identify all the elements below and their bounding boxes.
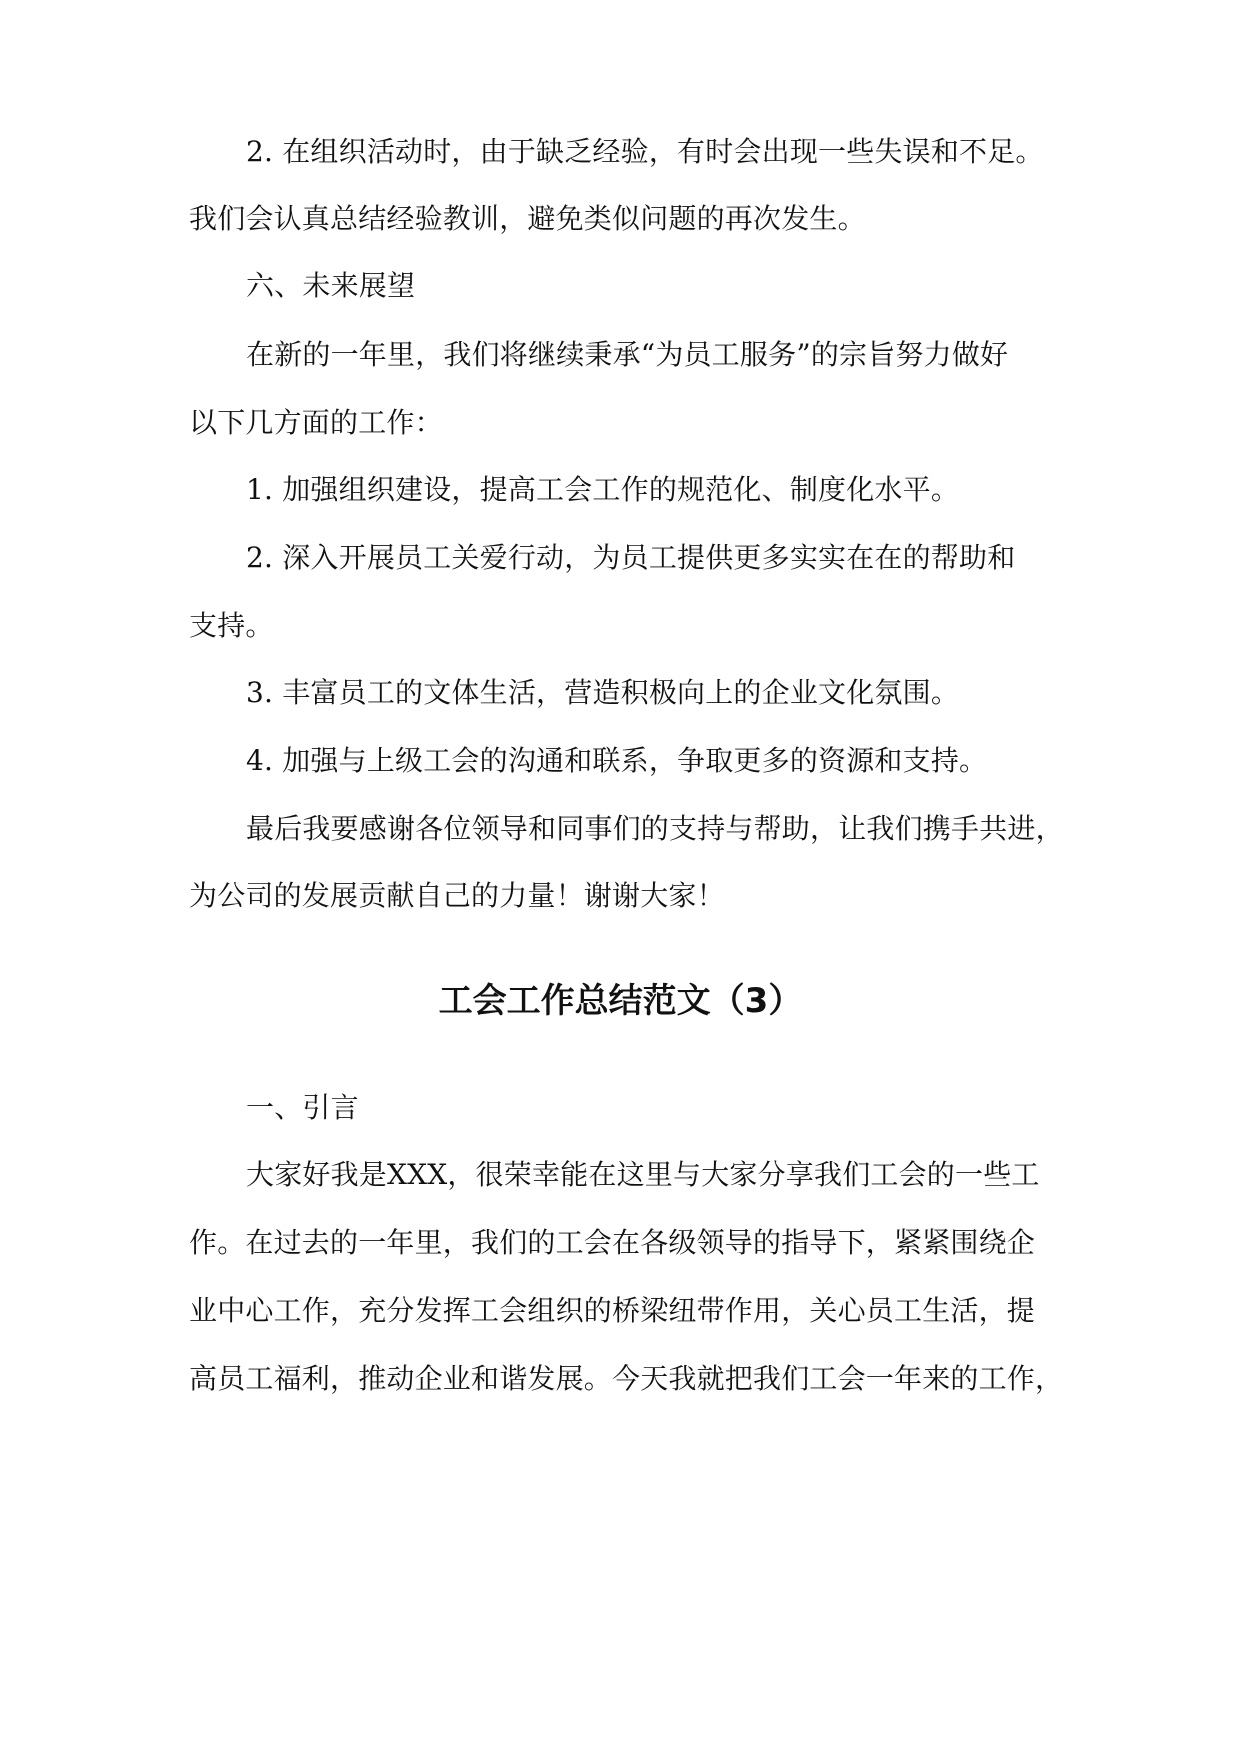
future-list-item-4: 4. 加强与上级工会的沟通和联系，争取更多的资源和支持。: [246, 744, 988, 777]
section-heading-future: 六、未来展望: [246, 269, 416, 302]
intro-paragraph-line-2: 作。在过去的一年里，我们的工会在各级领导的指导下，紧紧围绕企: [189, 1226, 1036, 1259]
future-list-item-3: 3. 丰富员工的文体生活，营造积极向上的企业文化氛围。: [246, 676, 960, 709]
future-intro-line-1: 在新的一年里，我们将继续秉承“为员工服务”的宗旨努力做好: [246, 338, 1009, 371]
section-heading-intro: 一、引言: [246, 1091, 359, 1124]
list-item-2-line-1: 2. 在组织活动时，由于缺乏经验，有时会出现一些失误和不足。: [246, 135, 1044, 168]
future-list-item-1: 1. 加强组织建设，提高工会工作的规范化、制度化水平。: [246, 473, 960, 506]
intro-paragraph-line-4: 高员工福利，推动企业和谐发展。今天我就把我们工会一年来的工作，: [189, 1362, 1064, 1395]
document-title: 工会工作总结范文（3）: [438, 981, 803, 1021]
intro-paragraph-line-1: 大家好我是XXX，很荣幸能在这里与大家分享我们工会的一些工: [246, 1158, 1040, 1191]
intro-paragraph-line-3: 业中心工作，充分发挥工会组织的桥梁纽带作用，关心员工生活，提: [189, 1294, 1036, 1327]
closing-line-1: 最后我要感谢各位领导和同事们的支持与帮助，让我们携手共进，: [246, 812, 1064, 845]
future-list-item-2-line-2: 支持。: [189, 609, 274, 642]
future-intro-line-2: 以下几方面的工作：: [189, 406, 443, 439]
closing-line-2: 为公司的发展贡献自己的力量！谢谢大家！: [189, 879, 725, 912]
future-list-item-2-line-1: 2. 深入开展员工关爱行动，为员工提供更多实实在在的帮助和: [246, 541, 1016, 574]
list-item-2-line-2: 我们会认真总结经验教训，避免类似问题的再次发生。: [189, 202, 866, 235]
